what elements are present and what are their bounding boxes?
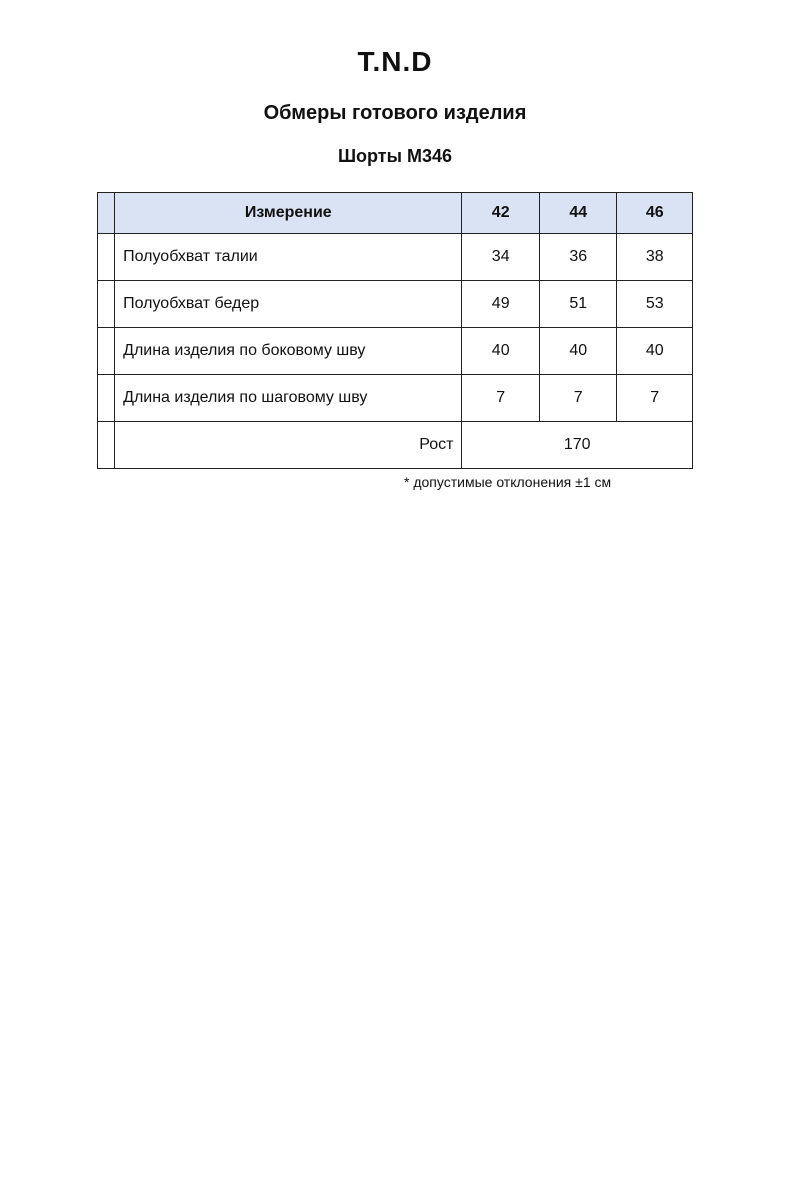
size-header-cell: 46 [617, 193, 693, 234]
index-cell [98, 375, 115, 422]
value-cell: 36 [539, 234, 617, 281]
index-cell [98, 328, 115, 375]
index-cell [98, 422, 115, 469]
value-cell: 53 [617, 281, 693, 328]
value-cell: 7 [462, 375, 540, 422]
measurement-name-cell: Полуобхват бедер [115, 281, 462, 328]
value-cell: 7 [617, 375, 693, 422]
value-cell: 40 [539, 328, 617, 375]
value-cell: 7 [539, 375, 617, 422]
tolerance-footnote: * допустимые отклонения ±1 см [404, 474, 612, 490]
table-row [98, 281, 693, 328]
height-value-cell: 170 [462, 422, 693, 469]
measurement-header-cell: Измерение [115, 193, 462, 234]
value-cell: 40 [617, 328, 693, 375]
table-header-row [98, 193, 693, 234]
index-cell [98, 234, 115, 281]
measurement-name-cell: Полуобхват талии [115, 234, 462, 281]
value-cell: 51 [539, 281, 617, 328]
measurements-table [97, 192, 693, 469]
height-row [98, 422, 693, 469]
value-cell: 34 [462, 234, 540, 281]
table-row [98, 328, 693, 375]
document-title: Обмеры готового изделия [263, 102, 527, 124]
measurement-name-cell: Длина изделия по шаговому шву [115, 375, 462, 422]
brand-title: T.N.D [357, 46, 433, 77]
value-cell: 40 [462, 328, 540, 375]
value-cell: 38 [617, 234, 693, 281]
index-cell [98, 281, 115, 328]
value-cell: 49 [462, 281, 540, 328]
product-name: Шорты М346 [337, 146, 453, 166]
measurement-name-cell: Длина изделия по боковому шву [115, 328, 462, 375]
height-label-cell: Рост [115, 422, 462, 469]
size-header-cell: 42 [462, 193, 540, 234]
table-row [98, 375, 693, 422]
size-header-cell: 44 [539, 193, 617, 234]
table-row [98, 234, 693, 281]
index-header-cell [98, 193, 115, 234]
